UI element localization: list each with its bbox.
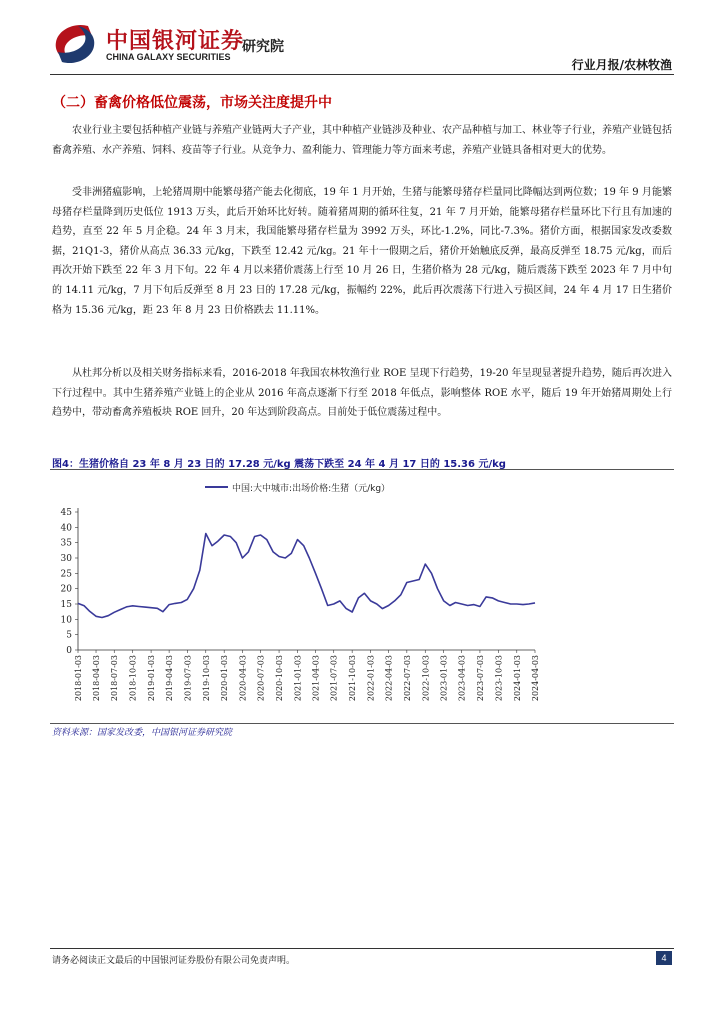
x-tick-label: 2019-10-03 [201,655,211,702]
y-tick-label: 30 [60,554,72,564]
x-tick-label: 2019-04-03 [165,655,175,702]
header-divider [50,74,674,75]
x-tick-label: 2020-01-03 [220,655,230,702]
paragraph-industry-overview: 农业行业主要包括种植产业链与养殖产业链两大子产业，其中种植产业链涉及种业、农产品种植与加工、林业等子行业，养殖产业链包括畜禽养殖、水产养殖、饲料、疫苗等子行业。从竞争力、盈利能力、管理能力等方面来考虑，养殖产业链具备相对更大的优势。 [52,125,672,156]
x-tick-label: 2023-04-03 [457,655,467,702]
y-tick-label: 10 [60,615,72,626]
chart-legend [205,482,390,494]
figure-caption: 图4：生猪价格自 23 年 8 月 23 日的 17.28 元/kg 震荡下跌至 24 年 4 月 17 日的 15.36 元/kg [52,459,506,470]
x-tick-label: 2023-10-03 [494,655,504,702]
figure-bottom-rule [50,723,674,724]
page-number: 4 [656,951,672,965]
y-tick-label: 40 [60,523,72,534]
x-tick-label: 2018-10-03 [128,655,138,702]
section-title: （二）畜禽价格低位震荡，市场关注度提升中 [52,95,332,111]
x-tick-label: 2024-04-03 [531,655,540,702]
y-tick-label: 25 [60,569,72,580]
x-tick-label: 2018-04-03 [92,655,102,702]
chart-axes [75,508,535,653]
paragraph-pig-cycle: 受非洲猪瘟影响，上轮猪周期中能繁母猪产能去化彻底，19 年 1 月开始，生猪与能繁母猪存栏量同比降幅达到两位数；19 年 9 月能繁母猪存栏量降到历史低位 1913 万头，此后开始环比好转。随着猪周期的循环往复，21 年 7 月开始，能繁母猪存栏量环比下行且有加速的趋势，直至 22 年 5 月企稳。24 年 3 月末，我国能繁母猪存栏量为 3992 万头，环比-1.2%，同比-7.3%。猪价方面，根据国家发改委数据，21Q1-3，猪价从高点 36.33 元/kg，下跌至 12.42 元/kg。21 年十一假期之后，猪价开始触底反弹，最高反弹至 18.75 元/kg，而后再次开始下跌至 22 年 3 月下旬。22 年 4 月以来猪价震荡上行至 10 月 26 日，生猪价格为 28 元/kg，随后震荡下跌至 2023 年 7 月中旬的 14.11 元/kg，7 月下旬后反弹至 8 月 23 日的 17.28 元/kg，振幅约 22%，此后再次震荡下行进入亏损区间，24 年 4 月 17 日生猪价格为 15.36 元/kg，距 23 年 8 月 23 日价格跌去 11.11%。 [52,187,672,316]
legend-label: 中国:大中城市:出场价格:生猪（元/kg） [232,484,391,494]
x-tick-label: 2023-01-03 [439,655,449,702]
footer-disclaimer: 请务必阅读正文最后的中国银河证券股份有限公司免责声明。 [52,956,296,966]
x-tick-label: 2021-04-03 [311,655,321,702]
report-type: 行业月报/农林牧渔 [571,58,672,72]
pig-price-chart [50,472,674,720]
plot-area [78,534,535,618]
x-tick-label: 2022-10-03 [421,655,431,702]
paragraph-roe-analysis: 从杜邦分析以及相关财务指标来看，2016-2018 年我国农林牧渔行业 ROE 呈现下行趋势，19-20 年呈现显著提升趋势，随后再次进入下行过程中。其中生猪养殖产业链上的企业从 2016 年高点逐渐下行至 2018 年低点，影响整体 ROE 水平，随后 19 年开始猪周期处上行趋势中，带动畜禽养殖板块 ROE 回升，20 年达到阶段高点。目前处于低位震荡过程中。 [52,368,672,419]
x-tick-label: 2019-01-03 [147,655,157,702]
y-tick-label: 20 [60,584,72,595]
y-tick-label: 15 [60,600,72,610]
x-tick-label: 2022-07-03 [402,655,412,702]
galaxy-logo-icon [50,22,100,66]
x-tick-label: 2022-04-03 [384,655,394,702]
y-tick-label: 0 [66,646,72,656]
y-tick-label: 35 [60,538,72,549]
figure-source: 资料来源：国家发改委，中国银河证券研究院 [52,728,233,738]
x-tick-label: 2020-07-03 [256,655,266,702]
brand-name-cn: 中国银河证券 [106,29,245,54]
institute-label: 研究院 [242,39,284,55]
x-tick-label: 2020-04-03 [238,655,248,702]
footer-divider [50,948,674,949]
x-tick-label: 2018-07-03 [110,655,120,702]
x-tick-label: 2024-01-03 [512,655,522,702]
x-tick-label: 2022-01-03 [366,655,376,702]
x-tick-label: 2019-07-03 [183,655,193,702]
y-tick-label: 5 [66,630,72,641]
x-tick-labels [74,655,540,701]
figure-top-rule [50,469,674,470]
brand-name-en: CHINA GALAXY SECURITIES [106,52,231,62]
x-tick-label: 2021-07-03 [329,655,339,702]
x-tick-label: 2020-10-03 [275,655,285,702]
series-line-pig-price [78,534,535,618]
x-tick-label: 2021-10-03 [348,655,358,702]
y-tick-labels [61,508,73,656]
y-tick-label: 45 [60,508,72,518]
x-tick-label: 2018-01-03 [74,655,83,702]
x-tick-label: 2023-07-03 [475,655,485,702]
x-tick-label: 2021-01-03 [293,655,303,702]
